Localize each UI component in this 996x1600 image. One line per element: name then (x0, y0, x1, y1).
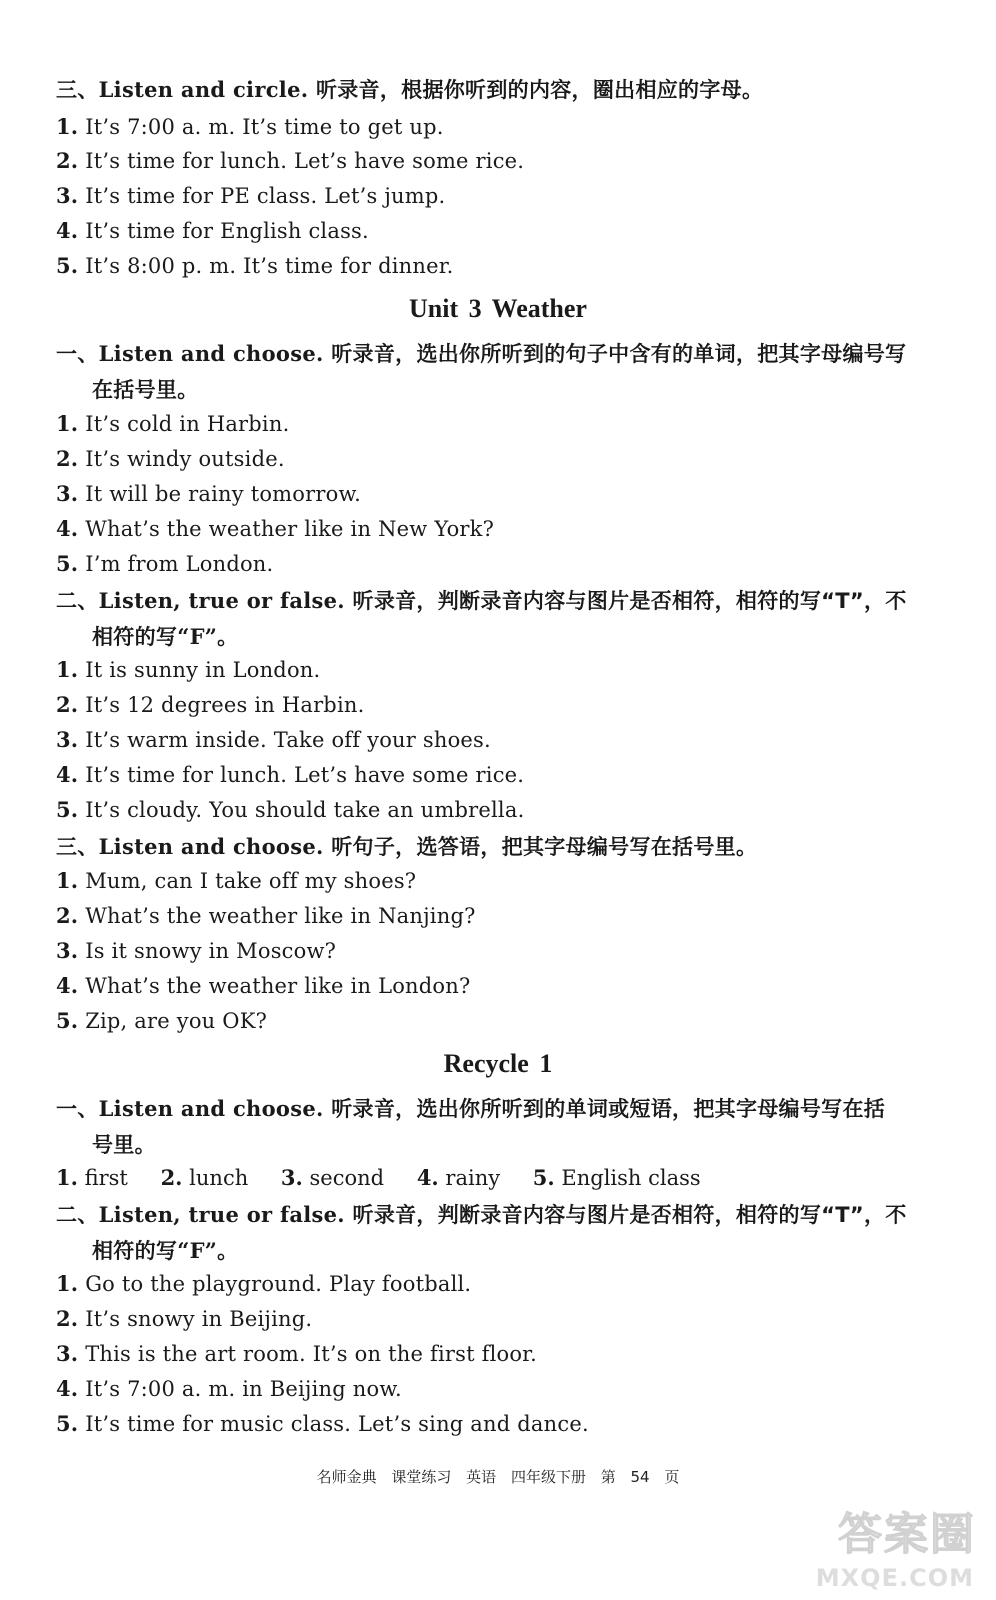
recycle-title: Recycle 1 (443, 1049, 553, 1078)
list-item: 1. Mum, can I take off my shoes? (56, 868, 417, 893)
list-item: 4. rainy (416, 1165, 501, 1190)
list-item: 2. It’s windy outside. (56, 446, 285, 471)
list-item: 1. first (56, 1165, 128, 1190)
list-item: 4. What’s the weather like in New York? (56, 516, 495, 541)
list-item: 4. It’s time for lunch. Let’s have some rice. (56, 762, 525, 787)
list-item: 5. It’s cloudy. You should take an umbrella. (56, 797, 525, 822)
list-item: 3. This is the art room. It’s on the first floor. (56, 1341, 537, 1366)
word-list (56, 1163, 727, 1193)
section-heading-recycle-true-or-false: 二、Listen, true or false. 听录音，判断录音内容与图片是否相符，相符的写“T”，不 相符的写“F”。 (56, 1202, 907, 1263)
list-item: 3. It’s time for PE class. Let’s jump. (56, 183, 446, 208)
section-heading-true-or-false: 二、Listen, true or false. 听录音，判断录音内容与图片是否相符，相符的写“T”，不 相符的写“F”。 (56, 588, 907, 649)
list-item: 2. It’s snowy in Beijing. (56, 1306, 313, 1331)
list-item: 2. lunch (160, 1165, 249, 1190)
section-heading-listen-and-choose: 一、Listen and choose. 听录音，选出你所听到的句子中含有的单词，把其字母编号写 在括号里。 (56, 341, 907, 402)
section-heading-recycle-listen-and-choose: 一、Listen and choose. 听录音，选出你所听到的单词或短语，把其字母编号写在括 号里。 (56, 1096, 886, 1157)
list-item: 2. It’s 12 degrees in Harbin. (56, 692, 365, 717)
list-item: 1. It’s 7:00 a. m. It’s time to get up. (56, 114, 444, 139)
watermark-url: MXQE.COM (815, 1564, 974, 1592)
list-item: 1. It is sunny in London. (56, 657, 321, 682)
list-item: 5. English class (532, 1165, 701, 1190)
list-item: 4. It’s time for English class. (56, 218, 369, 243)
list-item: 3. It’s warm inside. Take off your shoes. (56, 727, 491, 752)
list-item: 3. Is it snowy in Moscow? (56, 938, 337, 963)
list-item: 4. It’s 7:00 a. m. in Beijing now. (56, 1376, 402, 1401)
list-item: 2. It’s time for lunch. Let’s have some rice. (56, 148, 525, 173)
list-item: 3. second (280, 1165, 385, 1190)
watermark-text: 答案圈 (838, 1509, 976, 1560)
watermark-logo (772, 1498, 982, 1594)
list-item: 2. What’s the weather like in Nanjing? (56, 903, 476, 928)
list-item: 5. I’m from London. (56, 551, 274, 576)
list-item: 5. It’s 8:00 p. m. It’s time for dinner. (56, 253, 454, 278)
list-item: 1. It’s cold in Harbin. (56, 411, 290, 436)
list-item: 4. What’s the weather like in London? (56, 973, 471, 998)
page-footer: 名师金典 课堂练习 英语 四年级下册 第 54 页 (316, 1468, 680, 1486)
list-item: 5. Zip, are you OK? (56, 1008, 268, 1033)
section-heading-listen-and-choose-answers: 三、Listen and choose. 听句子，选答语，把其字母编号写在括号里。 (56, 834, 758, 859)
list-item: 3. It will be rainy tomorrow. (56, 481, 362, 506)
unit-title: Unit 3 Weather (409, 294, 587, 323)
list-item: 1. Go to the playground. Play football. (56, 1271, 472, 1296)
section-heading-listen-and-circle: 三、Listen and circle. 听录音，根据你听到的内容，圈出相应的字母。 (56, 77, 764, 102)
list-item: 5. It’s time for music class. Let’s sing and dance. (56, 1411, 589, 1436)
